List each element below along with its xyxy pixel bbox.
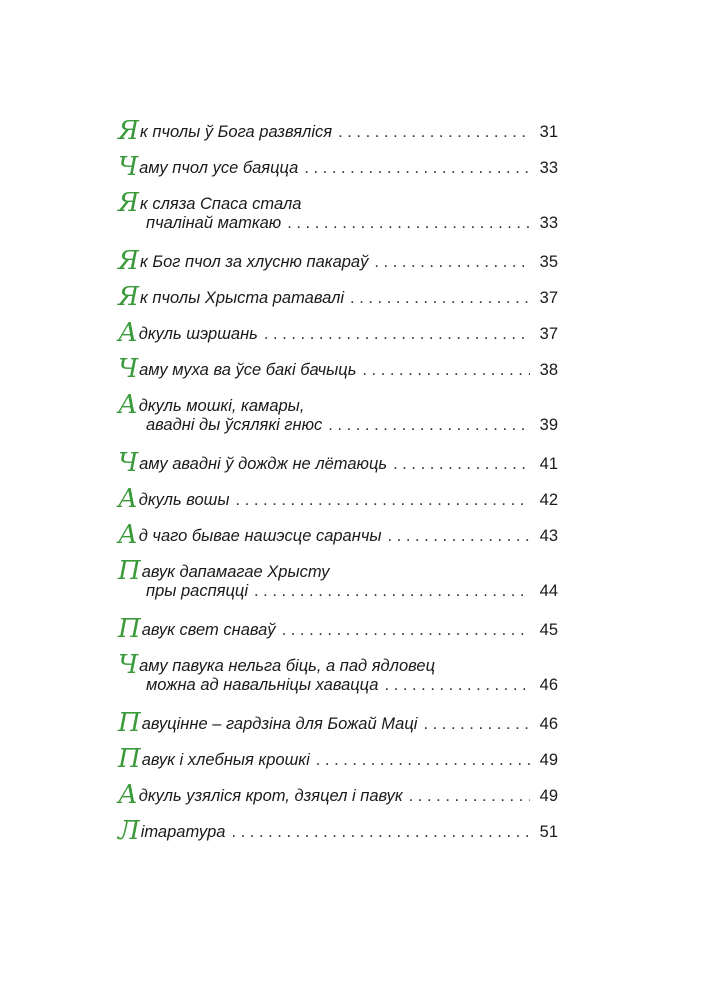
entry-title-text: аму муха ва ўсе бакі бачыць [139, 361, 357, 379]
page-number: 41 [539, 455, 558, 473]
toc-entry[interactable] [118, 484, 558, 514]
toc-entry[interactable] [118, 116, 558, 146]
entry-title-text: авуцінне – гардзіна для Божай Маці [141, 715, 418, 733]
entry-title [118, 650, 558, 680]
entry-title [118, 188, 558, 218]
toc-entry[interactable] [118, 282, 558, 312]
entry-title-continuation: можна ад навальніцы хавацца [146, 676, 379, 694]
toc-entry[interactable] [118, 246, 558, 276]
entry-title-text: дкуль мошкі, камары, [138, 397, 305, 415]
drop-initial: А [118, 780, 138, 810]
page-number: 51 [539, 823, 558, 841]
entry-title [118, 116, 333, 146]
dot-leader [384, 674, 530, 696]
toc-entry[interactable] [118, 816, 558, 846]
drop-initial: П [118, 708, 141, 738]
drop-initial: Ч [118, 650, 139, 680]
dot-leader [231, 821, 530, 843]
entry-title-text: дкуль узяліся крот, дзяцел і павук [138, 787, 403, 805]
entry-title [118, 354, 357, 384]
entry-title [118, 744, 310, 774]
dot-leader [287, 212, 530, 234]
toc-entry[interactable] [118, 558, 558, 602]
page-number: 49 [539, 751, 558, 769]
drop-initial: П [118, 614, 141, 644]
toc-entry[interactable] [118, 152, 558, 182]
drop-initial: Ч [118, 448, 139, 478]
entry-title-text: ітаратура [140, 823, 226, 841]
drop-initial: Ч [118, 152, 139, 182]
entry-title [118, 556, 558, 586]
dot-leader [362, 359, 530, 381]
entry-title-continuation: авадні ды ўсялякі гнюс [146, 416, 323, 434]
dot-leader [316, 749, 530, 771]
entry-title [118, 390, 558, 420]
page-number: 46 [539, 715, 558, 733]
entry-title-text: дкуль вошы [138, 491, 230, 509]
dot-leader [388, 525, 531, 547]
entry-title-text: к пчолы Хрыста ратавалі [140, 289, 345, 307]
dot-leader [254, 580, 530, 602]
entry-title-text: аму пчол усе баяцца [139, 159, 299, 177]
drop-initial: А [118, 484, 138, 514]
dot-leader [423, 713, 530, 735]
page-number: 42 [539, 491, 558, 509]
entry-title [118, 520, 382, 550]
entry-title-text: авук свет снаваў [141, 621, 276, 639]
entry-title [118, 246, 369, 276]
page-number: 46 [539, 676, 558, 694]
toc-entry[interactable] [118, 190, 558, 234]
entry-title-text: аму авадні ў дождж не лётаюць [139, 455, 388, 473]
entry-title [118, 780, 403, 810]
dot-leader [374, 251, 530, 273]
drop-initial: А [118, 390, 138, 420]
dot-leader [236, 489, 530, 511]
toc-entry[interactable] [118, 318, 558, 348]
toc-entry[interactable] [118, 392, 558, 436]
table-of-contents [118, 118, 558, 854]
drop-initial: Я [118, 246, 139, 276]
dot-leader [350, 287, 530, 309]
entry-title [118, 708, 418, 738]
toc-entry[interactable] [118, 708, 558, 738]
entry-title [118, 448, 388, 478]
dot-leader [393, 453, 530, 475]
page-number: 33 [539, 214, 558, 232]
drop-initial: П [118, 744, 141, 774]
drop-initial: Я [118, 282, 139, 312]
page-number: 37 [539, 289, 558, 307]
dot-leader [328, 414, 530, 436]
entry-title-text: к Бог пчол за хлусню пакараў [140, 253, 369, 271]
page-number: 45 [539, 621, 558, 639]
entry-title-continuation: пчалінай маткаю [146, 214, 282, 232]
page-number: 35 [539, 253, 558, 271]
page-number: 43 [539, 527, 558, 545]
page-number: 38 [539, 361, 558, 379]
entry-title-text: авук і хлебныя крошкі [141, 751, 310, 769]
toc-entry[interactable] [118, 354, 558, 384]
entry-title-text: авук дапамагае Хрысту [141, 563, 330, 581]
drop-initial: П [118, 556, 141, 586]
dot-leader [282, 619, 530, 641]
page-number: 33 [539, 159, 558, 177]
page-number: 44 [539, 582, 558, 600]
toc-entry[interactable] [118, 744, 558, 774]
drop-initial: А [118, 520, 138, 550]
entry-title-text: д чаго бывае нашэсце саранчы [138, 527, 382, 545]
entry-title [118, 614, 276, 644]
dot-leader [409, 785, 530, 807]
dot-leader [304, 157, 530, 179]
page-number: 37 [539, 325, 558, 343]
entry-title-continuation: пры распяцці [146, 582, 249, 600]
page-number: 49 [539, 787, 558, 805]
dot-leader [338, 121, 530, 143]
drop-initial: Я [118, 188, 139, 218]
dot-leader [264, 323, 530, 345]
entry-title [118, 152, 299, 182]
entry-title [118, 816, 226, 846]
page-number: 39 [539, 416, 558, 434]
entry-title-text: аму павука нельга біць, а пад ядловец [139, 657, 435, 675]
toc-entry[interactable] [118, 614, 558, 644]
entry-title-text: к сляза Спаса стала [140, 195, 302, 213]
toc-entry[interactable] [118, 448, 558, 478]
drop-initial: А [118, 318, 138, 348]
entry-title [118, 318, 258, 348]
toc-entry[interactable] [118, 652, 558, 696]
drop-initial: Я [118, 116, 139, 146]
drop-initial: Л [118, 816, 140, 846]
entry-title-text: дкуль шэршань [138, 325, 258, 343]
drop-initial: Ч [118, 354, 139, 384]
toc-entry[interactable] [118, 520, 558, 550]
entry-title-text: к пчолы ў Бога развяліся [140, 123, 333, 141]
page-number: 31 [539, 123, 558, 141]
entry-title [118, 282, 345, 312]
toc-entry[interactable] [118, 780, 558, 810]
entry-title [118, 484, 230, 514]
